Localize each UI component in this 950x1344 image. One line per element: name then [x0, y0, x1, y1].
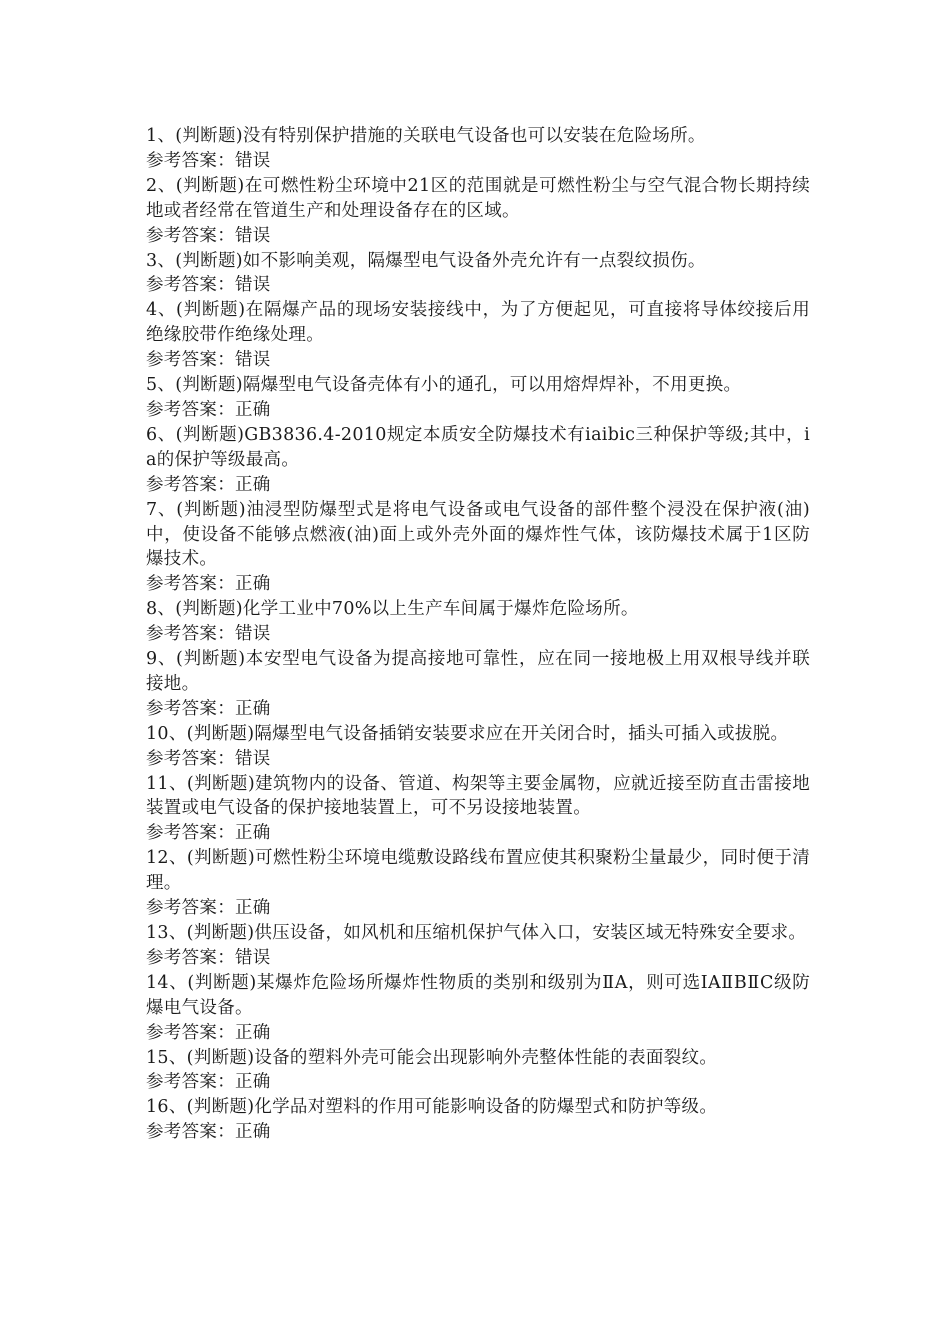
question-item	[146, 846, 810, 921]
answer-line	[146, 572, 810, 597]
answer-prefix: 参考答案：	[146, 947, 235, 968]
answer-line	[146, 896, 810, 921]
answer-line	[146, 1120, 810, 1145]
answer-line	[146, 224, 810, 249]
question-item	[146, 174, 810, 249]
question-text: 15、(判断题)设备的塑料外壳可能会出现影响外壳整体性能的表面裂纹。	[146, 1047, 718, 1068]
answer-value: 正确	[235, 399, 271, 420]
question-text: 10、(判断题)隔爆型电气设备插销安装要求应在开关闭合时，插头可插入或拔脱。	[146, 723, 789, 744]
answer-prefix: 参考答案：	[146, 574, 235, 595]
answer-value: 正确	[235, 1022, 271, 1043]
answer-prefix: 参考答案：	[146, 350, 235, 371]
answer-prefix: 参考答案：	[146, 698, 235, 719]
answer-value: 错误	[235, 624, 271, 645]
answer-value: 错误	[235, 947, 271, 968]
answer-line	[146, 1021, 810, 1046]
question-text: 9、(判断题)本安型电气设备为提高接地可靠性，应在同一接地极上用双根导线并联接地。	[146, 649, 810, 694]
answer-prefix: 参考答案：	[146, 1022, 235, 1043]
answer-value: 错误	[235, 150, 271, 171]
answer-prefix: 参考答案：	[146, 275, 235, 296]
document-body	[146, 124, 810, 1145]
question-text: 4、(判断题)在隔爆产品的现场安装接线中，为了方便起见，可直接将导体绞接后用绝缘胶带作绝缘处理。	[146, 300, 810, 346]
question-text: 6、(判断题)GB3836.4-2010规定本质安全防爆技术有iaibic三种保护等级;其中，ia的保护等级最高。	[146, 424, 810, 470]
question-item	[146, 597, 810, 647]
answer-value: 正确	[235, 1072, 271, 1093]
answer-prefix: 参考答案：	[146, 624, 235, 645]
question-text: 1、(判断题)没有特别保护措施的关联电气设备也可以安装在危险场所。	[146, 126, 706, 146]
answer-line	[146, 946, 810, 971]
answer-value: 错误	[235, 748, 271, 769]
answer-prefix: 参考答案：	[146, 474, 235, 495]
question-text: 12、(判断题)可燃性粉尘环境电缆敷设路线布置应使其积聚粉尘量最少，同时便于清理。	[146, 848, 810, 894]
answer-value: 正确	[235, 823, 271, 844]
answer-line	[146, 747, 810, 772]
question-text: 8、(判断题)化学工业中70%以上生产车间属于爆炸危险场所。	[146, 599, 639, 620]
answer-prefix: 参考答案：	[146, 748, 235, 769]
answer-line	[146, 622, 810, 647]
answer-value: 正确	[235, 1122, 271, 1143]
question-item	[146, 249, 810, 299]
question-item	[146, 423, 810, 498]
answer-value: 正确	[235, 898, 271, 919]
question-text: 13、(判断题)供压设备，如风机和压缩机保护气体入口，安装区域无特殊安全要求。	[146, 923, 807, 943]
answer-prefix: 参考答案：	[146, 225, 235, 246]
answer-prefix: 参考答案：	[146, 1122, 235, 1143]
question-item	[146, 647, 810, 722]
question-text: 11、(判断题)建筑物内的设备、管道、构架等主要金属物，应就近接至防直击雷接地装置或电气设备的保护接地装置上，可不另设接地装置。	[146, 773, 810, 819]
question-item	[146, 373, 810, 423]
answer-value: 错误	[235, 350, 271, 371]
answer-value: 正确	[235, 698, 271, 719]
question-item	[146, 124, 810, 174]
question-item	[146, 498, 810, 598]
answer-prefix: 参考答案：	[146, 898, 235, 919]
question-item	[146, 298, 810, 373]
answer-value: 错误	[235, 225, 271, 246]
answer-prefix: 参考答案：	[146, 823, 235, 844]
answer-prefix: 参考答案：	[146, 1072, 235, 1093]
question-item	[146, 971, 810, 1046]
answer-line	[146, 697, 810, 722]
answer-line	[146, 821, 810, 846]
question-item	[146, 772, 810, 847]
question-item	[146, 722, 810, 772]
answer-prefix: 参考答案：	[146, 399, 235, 420]
question-item	[146, 1046, 810, 1096]
answer-prefix: 参考答案：	[146, 150, 235, 171]
question-text: 7、(判断题)油浸型防爆型式是将电气设备或电气设备的部件整个浸没在保护液(油)中，使设备不能够点燃液(油)面上或外壳外面的爆炸性气体，该防爆技术属于1区防爆技术。	[146, 499, 810, 570]
answer-line	[146, 1070, 810, 1095]
answer-line	[146, 348, 810, 373]
question-text: 14、(判断题)某爆炸危险场所爆炸性物质的类别和级别为ⅡA，则可选IAⅡBⅡC级防爆电气设备。	[146, 972, 810, 1018]
answer-line	[146, 398, 810, 423]
question-text: 16、(判断题)化学品对塑料的作用可能影响设备的防爆型式和防护等级。	[146, 1097, 718, 1118]
answer-line	[146, 273, 810, 298]
question-item	[146, 1095, 810, 1145]
question-text: 2、(判断题)在可燃性粉尘环境中21区的范围就是可燃性粉尘与空气混合物长期持续地或者经常在管道生产和处理设备存在的区域。	[146, 175, 810, 221]
answer-value: 正确	[235, 574, 271, 595]
answer-line	[146, 149, 810, 174]
answer-value: 正确	[235, 474, 271, 495]
question-text: 3、(判断题)如不影响美观，隔爆型电气设备外壳允许有一点裂纹损伤。	[146, 250, 706, 271]
question-text: 5、(判断题)隔爆型电气设备壳体有小的通孔，可以用熔焊焊补，不用更换。	[146, 375, 742, 396]
answer-line	[146, 473, 810, 498]
question-item	[146, 921, 810, 971]
answer-value: 错误	[235, 275, 271, 296]
